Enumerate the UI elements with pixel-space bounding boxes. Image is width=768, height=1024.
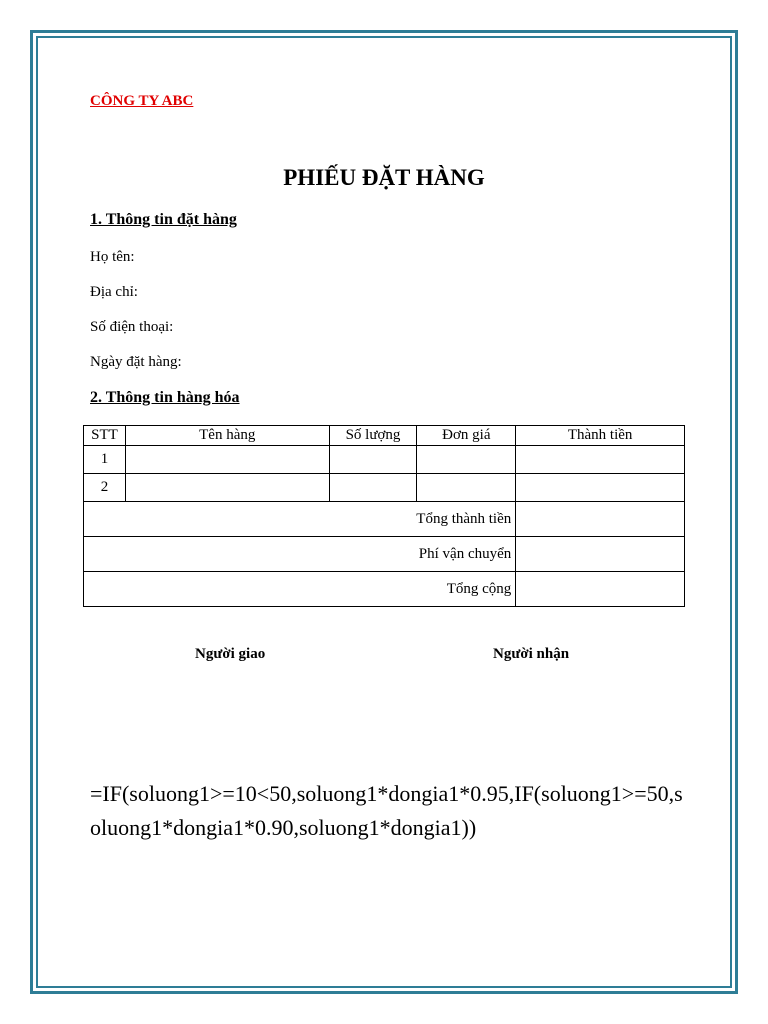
section-goods-info-heading: 2. Thông tin hàng hóa [90,389,240,406]
section-order-info-heading: 1. Thông tin đặt hàng [90,211,237,228]
field-full-name: Họ tên: [90,249,135,265]
formula-text: =IF(soluong1>=10<50,soluong1*dongia1*0.95,IF(soluong1>=50,soluong1*dongia1*0.90,soluong1*dongia1)) [90,781,683,840]
summary-value-subtotal[interactable] [516,502,685,537]
company-name: CÔNG TY ABC [90,93,194,109]
signature-giver: Người giao [195,646,266,662]
row-stt: 1 [84,446,126,474]
row-stt: 2 [84,474,126,502]
signature-receiver: Người nhận [493,646,570,662]
goods-table [83,425,685,607]
summary-label-subtotal: Tổng thành tiền [84,502,516,537]
field-order-date: Ngày đặt hàng: [90,354,182,370]
header-stt: STT [84,426,126,446]
row-item-name-cell[interactable] [125,446,329,474]
row-amount-cell[interactable] [516,446,685,474]
summary-row-shipping [84,537,685,572]
header-quantity: Số lượng [329,426,417,446]
summary-label-total: Tổng cộng [84,572,516,607]
field-phone: Số điện thoại: [90,319,174,335]
summary-value-shipping[interactable] [516,537,685,572]
summary-value-total[interactable] [516,572,685,607]
row-unit-price-cell[interactable] [417,446,516,474]
summary-label-shipping: Phí vận chuyển [84,537,516,572]
table-row [84,474,685,502]
row-unit-price-cell[interactable] [417,474,516,502]
header-item-name: Tên hàng [125,426,329,446]
header-amount: Thành tiền [516,426,685,446]
header-unit-price: Đơn giá [417,426,516,446]
summary-row-total [84,572,685,607]
row-quantity-cell[interactable] [329,474,417,502]
table-header-row [84,426,685,446]
summary-row-subtotal [84,502,685,537]
row-quantity-cell[interactable] [329,446,417,474]
field-address: Địa chỉ: [90,284,138,300]
document-title: PHIẾU ĐẶT HÀNG [283,165,485,190]
row-item-name-cell[interactable] [125,474,329,502]
row-amount-cell[interactable] [516,474,685,502]
table-row [84,446,685,474]
